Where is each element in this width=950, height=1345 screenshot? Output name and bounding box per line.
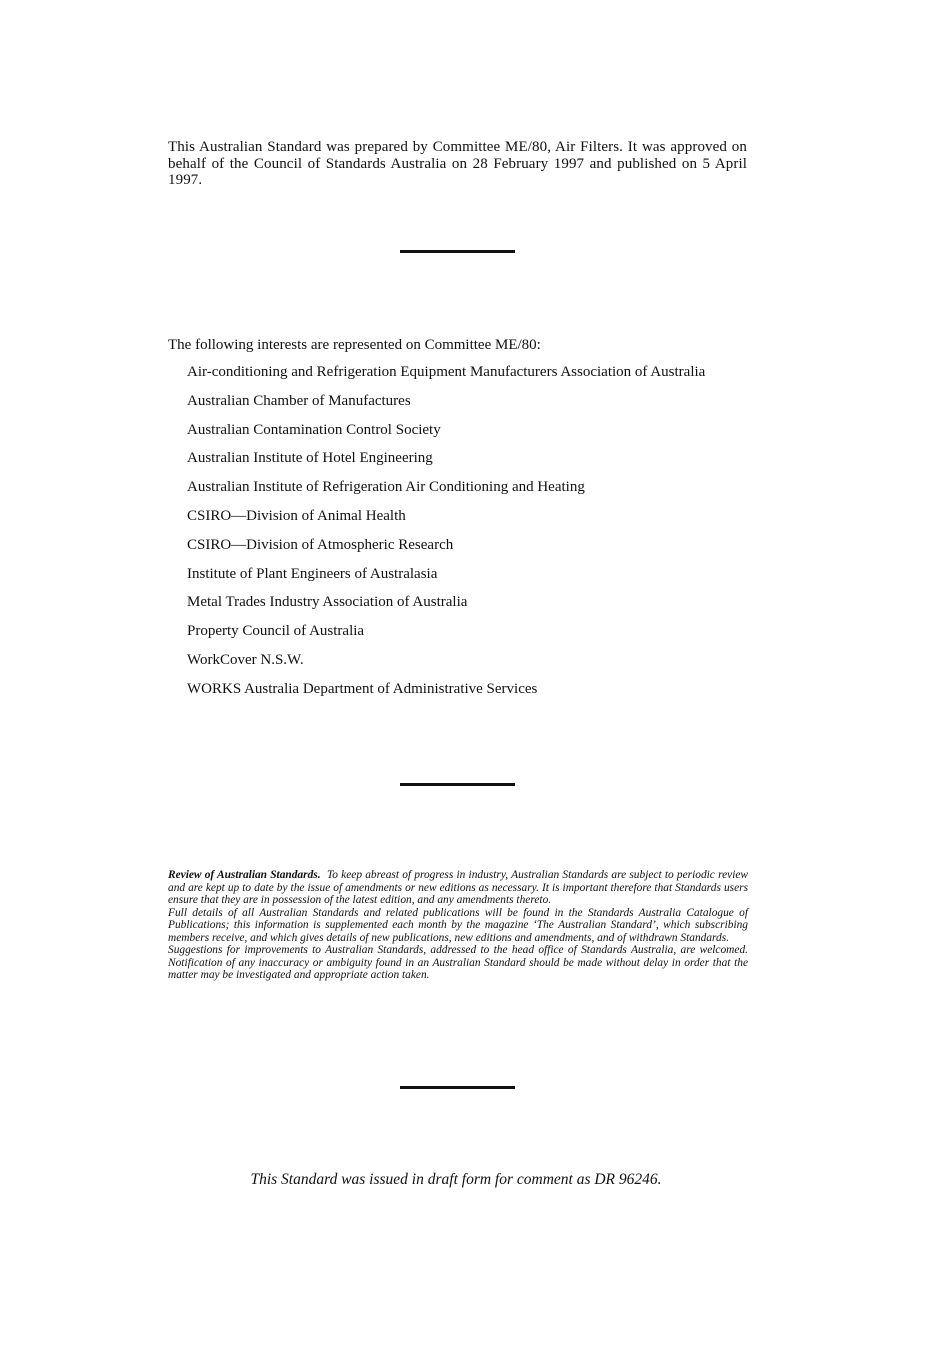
section-divider <box>400 1086 515 1089</box>
interests-list <box>187 364 727 710</box>
list-item: Property Council of Australia <box>187 623 365 640</box>
list-item: Australian Institute of Hotel Engineering <box>187 450 433 467</box>
section-divider <box>400 250 515 253</box>
list-item: WORKS Australia Department of Administrative Services <box>187 680 538 697</box>
list-item: CSIRO—Division of Animal Health <box>187 507 406 524</box>
list-item: Australian Chamber of Manufactures <box>187 392 411 409</box>
list-item: Metal Trades Industry Association of Australia <box>187 594 468 611</box>
interests-heading: The following interests are represented on Committee ME/80: <box>168 337 541 353</box>
preparation-statement: This Australian Standard was prepared by Committee ME/80, Air Filters. It was approved on behalf of the Council of Standards Australia on 28 February 1997 and published on 5 April 1997. <box>168 139 747 188</box>
review-notice <box>168 869 748 982</box>
section-divider <box>400 783 515 786</box>
list-item: Australian Institute of Refrigeration Air Conditioning and Heating <box>187 479 585 496</box>
list-item: CSIRO—Division of Atmospheric Research <box>187 536 454 553</box>
draft-note: This Standard was issued in draft form for comment as DR 96246. <box>250 1171 662 1188</box>
review-text: To keep abreast of progress in industry, Australian Standards are subject to periodic review and are kept up to date by the issue of amendments or new editions as necessary. It is important therefore that Standards users ensure that they are in possession of the latest edition, and any amendments thereto. <box>168 869 749 906</box>
suggestions-paragraph: Suggestions for improvements to Australian Standards, addressed to the head office of Standards Australia, are welcomed. Notification of any inaccuracy or ambiguity found in an Australian Standard should be made without delay in order that the matter may be investigated and appropriate action taken. <box>168 944 748 981</box>
review-paragraph <box>168 869 748 907</box>
list-item: Institute of Plant Engineers of Australasia <box>187 565 438 582</box>
catalogue-paragraph: Full details of all Australian Standards and related publications will be found in the Standards Australia Catalogue of Publications; this information is supplemented each month by the magazine ‘The Australian Standard’, which subscribing members receive, and which gives details of new publications, new editions and amendments, and of withdrawn Standards. <box>168 906 748 944</box>
list-item: WorkCover N.S.W. <box>187 651 304 668</box>
review-lead: Review of Australian Standards. <box>168 869 321 881</box>
list-item: Air-conditioning and Refrigeration Equipment Manufacturers Association of Australia <box>187 364 706 380</box>
list-item: Australian Contamination Control Society <box>187 421 441 438</box>
